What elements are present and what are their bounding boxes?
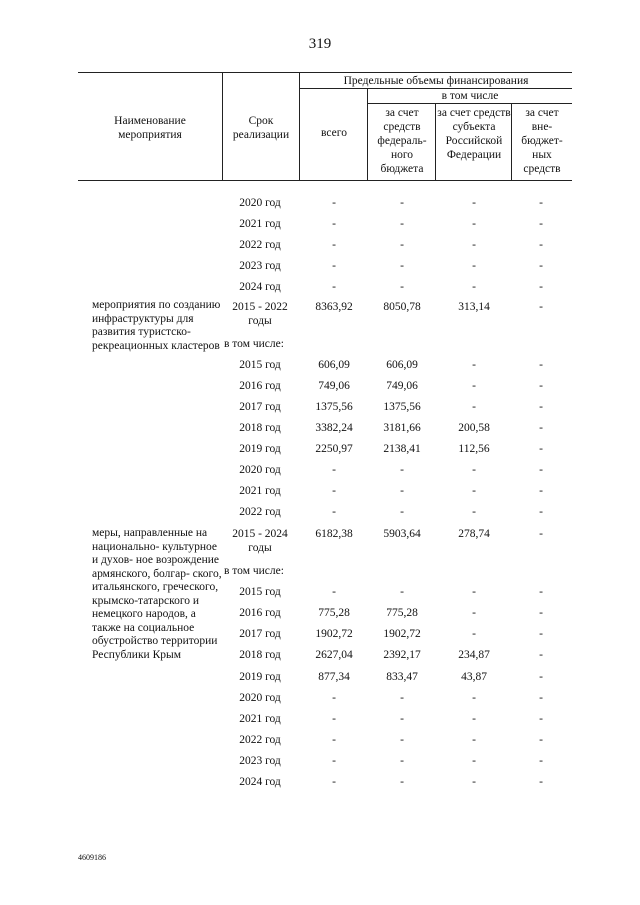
cell-reg: - <box>472 260 476 272</box>
cell-period: 2016 год <box>239 380 281 392</box>
cell-total: - <box>332 586 336 598</box>
cell-total: - <box>332 755 336 767</box>
cell-fed: 749,06 <box>386 380 418 392</box>
cell-ext: - <box>539 443 543 455</box>
cell-total: - <box>332 506 336 518</box>
cell-fed: 3181,66 <box>383 422 421 434</box>
cell-period: 2015 год <box>239 359 281 371</box>
cell-total: 775,28 <box>318 607 350 619</box>
cell-fed: - <box>400 586 404 598</box>
cell-fed: - <box>400 692 404 704</box>
cell-ext: - <box>539 692 543 704</box>
cell-total: - <box>332 713 336 725</box>
cell-period: 2015 год <box>239 586 281 598</box>
cell-period: 2019 год <box>239 671 281 683</box>
cell-total: 877,34 <box>318 671 350 683</box>
cell-ext: - <box>539 485 543 497</box>
header-total-col: всего <box>321 127 347 139</box>
cell-total: - <box>332 260 336 272</box>
cell-total: - <box>332 485 336 497</box>
cell-reg: - <box>472 239 476 251</box>
cell-fed: - <box>400 464 404 476</box>
cell-fed: - <box>400 281 404 293</box>
cell-reg: - <box>472 713 476 725</box>
cell-period: 2017 год <box>239 401 281 413</box>
cell-total: - <box>332 464 336 476</box>
cell-fed: 8050,78 <box>383 301 421 313</box>
cell-fed: 606,09 <box>386 359 418 371</box>
cell-period: 2020 год <box>239 464 281 476</box>
cell-total: 2627,04 <box>315 649 353 661</box>
cell-fed: - <box>400 755 404 767</box>
header-period-col: Срок реализации <box>232 115 290 141</box>
cell-fed: 2138,41 <box>383 443 421 455</box>
cell-ext: - <box>539 734 543 746</box>
cell-ext: - <box>539 401 543 413</box>
header-name-col: Наименование мероприятия <box>114 115 186 141</box>
cell-total: - <box>332 776 336 788</box>
cell-period: 2019 год <box>239 443 281 455</box>
cell-period: 2018 год <box>239 422 281 434</box>
cell-reg: 278,74 <box>458 528 490 540</box>
cell-fed: 833,47 <box>386 671 418 683</box>
cell-fed: - <box>400 506 404 518</box>
cell-ext: - <box>539 649 543 661</box>
cell-total: - <box>332 197 336 209</box>
header-fed-col: за счет средств федераль- ного бюджета <box>377 107 427 175</box>
cell-reg: - <box>472 776 476 788</box>
cell-fed: - <box>400 713 404 725</box>
cell-reg: 313,14 <box>458 301 490 313</box>
cell-reg: 234,87 <box>458 649 490 661</box>
cell-period: 2022 год <box>239 734 281 746</box>
cell-period: 2021 год <box>239 218 281 230</box>
cell-fed: 1375,56 <box>383 401 421 413</box>
header-including: в том числе <box>441 90 499 102</box>
header-reg-col: за счет средств субъекта Российской Федерации <box>437 107 511 161</box>
cell-ext: - <box>539 301 543 313</box>
cell-reg: - <box>472 692 476 704</box>
cell-total: 8363,92 <box>315 301 353 313</box>
cell-reg: - <box>472 464 476 476</box>
cell-period: 2020 год <box>239 197 281 209</box>
cell-ext: - <box>539 218 543 230</box>
cell-reg: - <box>472 586 476 598</box>
cell-total: 2250,97 <box>315 443 353 455</box>
cell-fed: 775,28 <box>386 607 418 619</box>
cell-period: 2023 год <box>239 755 281 767</box>
cell-reg: - <box>472 380 476 392</box>
cell-ext: - <box>539 422 543 434</box>
cell-reg: - <box>472 506 476 518</box>
cell-ext: - <box>539 260 543 272</box>
cell-ext: - <box>539 239 543 251</box>
cell-ext: - <box>539 528 543 540</box>
cell-period: 2015 - 2024 годы <box>232 528 288 554</box>
cell-fed: - <box>400 197 404 209</box>
event-name-revival: меры, направленные на национально- культурное и духов- ное возрождение армянского, болгар- ского, итальянского, греческого, крымско-татарского и немецкого народов, а также на социальное обустройство территории Республики Крым <box>92 527 222 661</box>
cell-ext: - <box>539 671 543 683</box>
cell-fed: - <box>400 734 404 746</box>
cell-total: - <box>332 692 336 704</box>
cell-period: в том числе: <box>224 565 284 577</box>
cell-ext: - <box>539 359 543 371</box>
cell-period: 2022 год <box>239 239 281 251</box>
header-including-rule <box>368 103 572 104</box>
cell-total: - <box>332 218 336 230</box>
cell-period: в том числе: <box>224 338 284 350</box>
cell-period: 2022 год <box>239 506 281 518</box>
cell-ext: - <box>539 197 543 209</box>
cell-total: 3382,24 <box>315 422 353 434</box>
cell-ext: - <box>539 281 543 293</box>
cell-total: 749,06 <box>318 380 350 392</box>
cell-fed: 1902,72 <box>383 628 421 640</box>
cell-reg: 112,56 <box>458 443 490 455</box>
cell-period: 2015 - 2022 годы <box>232 301 288 327</box>
document-code: 4609186 <box>78 853 106 862</box>
page-number: 319 <box>308 36 332 52</box>
cell-ext: - <box>539 464 543 476</box>
cell-period: 2016 год <box>239 607 281 619</box>
cell-reg: - <box>472 607 476 619</box>
cell-reg: - <box>472 197 476 209</box>
cell-total: 6182,38 <box>315 528 353 540</box>
header-ext-col: за счет вне- бюджет- ных средств <box>521 107 563 175</box>
header-bottom-rule <box>78 180 572 181</box>
cell-reg: - <box>472 485 476 497</box>
cell-total: 606,09 <box>318 359 350 371</box>
cell-total: 1902,72 <box>315 628 353 640</box>
cell-fed: - <box>400 776 404 788</box>
cell-fed: - <box>400 260 404 272</box>
cell-ext: - <box>539 713 543 725</box>
cell-ext: - <box>539 586 543 598</box>
cell-reg: - <box>472 281 476 293</box>
cell-period: 2024 год <box>239 281 281 293</box>
header-divider-1 <box>222 72 223 181</box>
cell-period: 2017 год <box>239 628 281 640</box>
cell-ext: - <box>539 607 543 619</box>
header-top-rule <box>78 72 572 73</box>
event-name-tourism: мероприятия по созданию инфраструктуры для развития туристско- рекреационных кластеров <box>92 299 221 352</box>
cell-fed: 2392,17 <box>383 649 421 661</box>
cell-ext: - <box>539 755 543 767</box>
cell-ext: - <box>539 380 543 392</box>
cell-fed: - <box>400 485 404 497</box>
cell-reg: - <box>472 734 476 746</box>
cell-reg: 200,58 <box>458 422 490 434</box>
cell-fed: 5903,64 <box>383 528 421 540</box>
cell-reg: - <box>472 218 476 230</box>
cell-period: 2020 год <box>239 692 281 704</box>
cell-reg: - <box>472 755 476 767</box>
cell-total: - <box>332 734 336 746</box>
cell-period: 2021 год <box>239 485 281 497</box>
cell-ext: - <box>539 506 543 518</box>
cell-period: 2018 год <box>239 649 281 661</box>
cell-period: 2024 год <box>239 776 281 788</box>
cell-reg: 43,87 <box>461 671 487 683</box>
cell-reg: - <box>472 359 476 371</box>
cell-fed: - <box>400 218 404 230</box>
header-limits-col: Предельные объемы финансирования <box>343 75 529 87</box>
cell-ext: - <box>539 628 543 640</box>
cell-total: - <box>332 281 336 293</box>
cell-period: 2023 год <box>239 260 281 272</box>
cell-period: 2021 год <box>239 713 281 725</box>
cell-ext: - <box>539 776 543 788</box>
cell-total: - <box>332 239 336 251</box>
cell-total: 1375,56 <box>315 401 353 413</box>
cell-fed: - <box>400 239 404 251</box>
cell-reg: - <box>472 401 476 413</box>
cell-reg: - <box>472 628 476 640</box>
